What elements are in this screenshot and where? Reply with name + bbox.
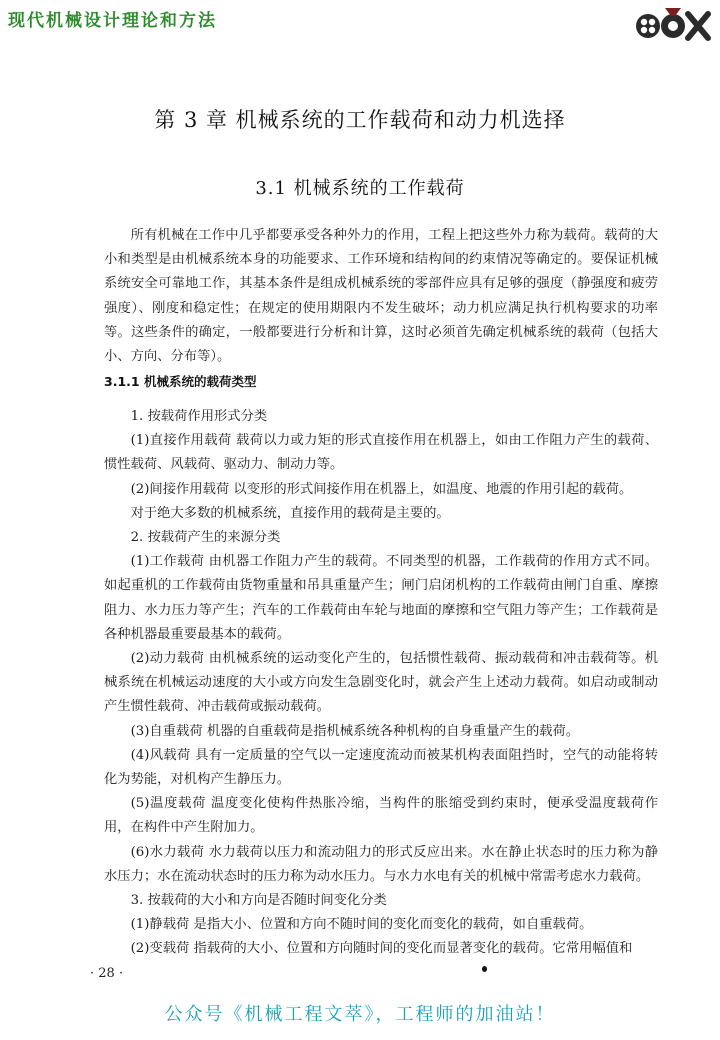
body-paragraph-5: 2. 按载荷产生的来源分类 xyxy=(130,530,281,546)
publisher-logo-icon xyxy=(634,2,712,42)
body-paragraph-9: (4)风载荷 具有一定质量的空气以一定速度流动而被某机构表面阻挡时，空气的动能将转化为势能，对机构产生静压力。 xyxy=(104,747,658,788)
body-paragraph-2: (1)直接作用载荷 载荷以力或力矩的形式直接作用在机器上，如由工作阻力产生的载荷、惯性载荷、风载荷、驱动力、制动力等。 xyxy=(104,433,658,473)
chapter-title: 第 3 章 机械系统的工作载荷和动力机选择 xyxy=(154,108,566,132)
header-banner: 现代机械设计理论和方法 xyxy=(8,11,217,31)
body-paragraph-7: (2)动力载荷 由机械系统的运动变化产生的，包括惯性载荷、振动载荷和冲击载荷等。机械系统在机械运动速度的大小或方向发生急剧变化时，就会产生上述动力载荷。如启动或制动产生惯性载荷、冲击载荷或振动载荷。 xyxy=(104,651,658,715)
ink-dot xyxy=(482,966,487,972)
footer-banner: 公众号《机械工程文萃》，工程师的加油站！ xyxy=(164,1004,556,1025)
body-paragraph-12: 3. 按载荷的大小和方向是否随时间变化分类 xyxy=(130,893,387,909)
body-paragraph-6: (1)工作载荷 由机器工作阻力产生的载荷。不同类型的机器，工作载荷的作用方式不同。如起重机的工作载荷由货物重量和吊具重量产生；闸门启闭机构的工作载荷由闸门自重、摩擦阻力、水力压力等产生；汽车的工作载荷由车轮与地面的摩擦和空气阻力等产生；工作载荷是各种机器最重要最基本的载荷。 xyxy=(104,554,658,642)
intro-paragraph: 所有机械在工作中几乎都要承受各种外力的作用，工程上把这些外力称为载荷。载荷的大小和类型是由机械系统本身的功能要求、工作环境和结构间的约束情况等确定的。要保证机械系统安全可靠地工作，其基本条件是组成机械系统的零部件应具有足够的强度（静强度和疲劳强度）、刚度和稳定性；在规定的使用期限内不发生破坏；动力机应满足执行机构要求的功率等。这些条件的确定，一般都要进行分析和计算，这时必须首先确定机械系统的载荷（包括大小、方向、分布等）。 xyxy=(104,228,658,365)
body-paragraph-14: (2)变载荷 指载荷的大小、位置和方向随时间的变化而显著变化的载荷。它常用幅值和 xyxy=(130,941,633,957)
main-body-text xyxy=(104,405,658,962)
logo-figure xyxy=(665,8,681,16)
page-number: · 28 · xyxy=(90,966,124,981)
body-paragraph-1: 1. 按载荷作用形式分类 xyxy=(130,409,268,424)
body-paragraph-10: (5)温度载荷 温度变化使构件热胀冷缩，当构件的胀缩受到约束时，便承受温度载荷作用，在构件中产生附加力。 xyxy=(104,796,658,836)
subsection-title: 3.1.1 机械系统的载荷类型 xyxy=(104,374,257,389)
body-paragraph-13: (1)静载荷 是指大小、位置和方向不随时间的变化而变化的载荷，如自重载荷。 xyxy=(130,917,593,933)
section-title: 3.1 机械系统的工作载荷 xyxy=(255,178,465,199)
logo-x-mark xyxy=(688,14,708,38)
body-paragraph-8: (3)自重载荷 机器的自重载荷是指机械系统各种机构的自身重量产生的载荷。 xyxy=(130,723,580,739)
body-paragraph-3: (2)间接作用载荷 以变形的形式间接作用在机器上，如温度、地震的作用引起的载荷。 xyxy=(130,481,633,497)
logo-circle-left xyxy=(636,14,660,38)
intro-text xyxy=(104,224,658,369)
body-paragraph-11: (6)水力载荷 水力载荷以压力和流动阻力的形式反应出来。水在静止状态时的压力称为静水压力；水在流动状态时的压力称为动水压力。与水力水电有关的机械中常需考虑水力载荷。 xyxy=(104,844,658,884)
body-paragraph-4: 对于绝大多数的机械系统，直接作用的载荷是主要的。 xyxy=(130,505,450,521)
